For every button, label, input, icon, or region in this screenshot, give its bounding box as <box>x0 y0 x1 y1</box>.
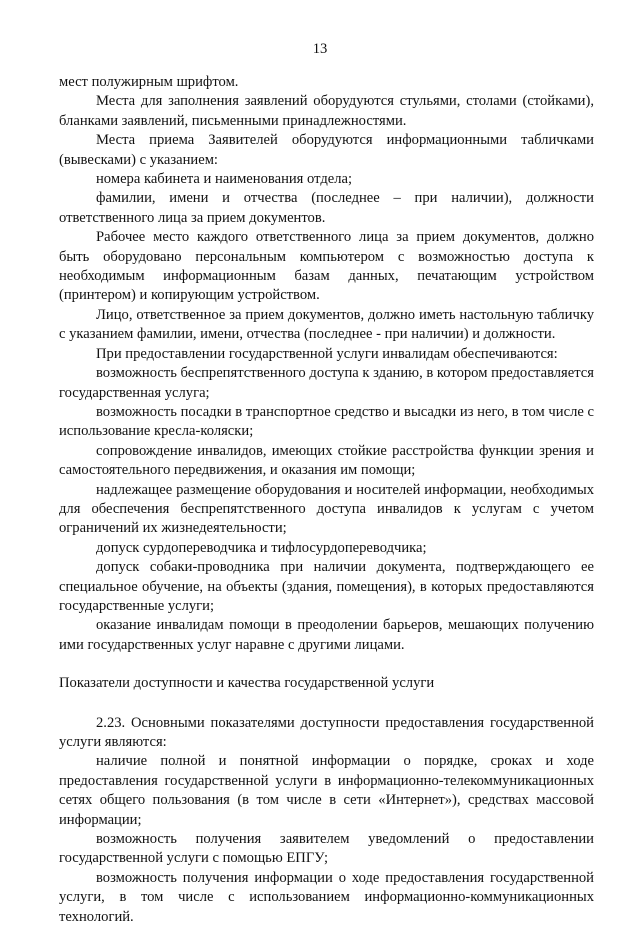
paragraph: надлежащее размещение оборудования и носителей информации, необходимых для обеспечения беспрепятственного доступа инвалидов к услугам с учетом ограничений их жизнедеятельности; <box>59 481 594 537</box>
paragraph: Лицо, ответственное за прием документов, должно иметь настольную табличку с указанием фамилии, имени, отчества (последнее - при наличии) и должности. <box>59 306 594 343</box>
paragraph: возможность получения информации о ходе предоставления государственной услуги, в том числе с использованием информационно-коммуникационных технологий. <box>59 869 594 925</box>
paragraph: допуск сурдопереводчика и тифлосурдопереводчика; <box>96 539 427 556</box>
page-number: 13 <box>312 41 328 57</box>
section-heading: Показатели доступности и качества государственной услуги <box>59 675 435 692</box>
paragraph: возможность посадки в транспортное средство и высадки из него, в том числе с использование кресла-коляски; <box>59 403 594 440</box>
paragraph: Места для заполнения заявлений оборудуются стульями, столами (стойками), бланками заявлений, письменными принадлежностями. <box>59 93 594 129</box>
document-body <box>59 73 594 927</box>
paragraph: сопровождение инвалидов, имеющих стойкие расстройства функции зрения и самостоятельного передвижения, и оказания им помощи; <box>59 442 594 479</box>
paragraph: наличие полной и понятной информации о порядке, сроках и ходе предоставления государственной услуги в информационно-телекоммуникационных сетях общего пользования (в том числе в сети «Интернет»), средствах массовой информации; <box>59 753 594 828</box>
paragraph: допуск собаки-проводника при наличии документа, подтверждающего ее специальное обучение, на объекты (здания, помещения), в которых предоставляются государственные услуги; <box>59 559 594 614</box>
paragraph: номера кабинета и наименования отдела; <box>96 171 353 188</box>
paragraph: Места приема Заявителей оборудуются информационными табличками (вывесками) с указанием: <box>59 132 594 168</box>
paragraph: 2.23. Основными показателями доступности предоставления государственной услуги являются: <box>59 714 594 750</box>
paragraph: Рабочее место каждого ответственного лица за прием документов, должно быть оборудовано персональным компьютером с возможностью доступа к необходимым информационным базам данных, печатающим устройством (принтером) и копирующим устройством. <box>59 229 594 304</box>
paragraph: мест полужирным шрифтом. <box>59 74 239 90</box>
paragraph: фамилии, имени и отчества (последнее – при наличии), должности ответственного лица за прием документов. <box>59 190 594 226</box>
paragraph: оказание инвалидам помощи в преодолении барьеров, мешающих получению ими государственных услуг наравне с другими лицами. <box>59 617 594 653</box>
paragraph: возможность беспрепятственного доступа к зданию, в котором предоставляется государственная услуга; <box>59 365 594 401</box>
paragraph: При предоставлении государственной услуги инвалидам обеспечиваются: <box>96 345 558 362</box>
paragraph: возможность получения заявителем уведомлений о предоставлении государственной услуги с помощью ЕПГУ; <box>59 831 594 867</box>
